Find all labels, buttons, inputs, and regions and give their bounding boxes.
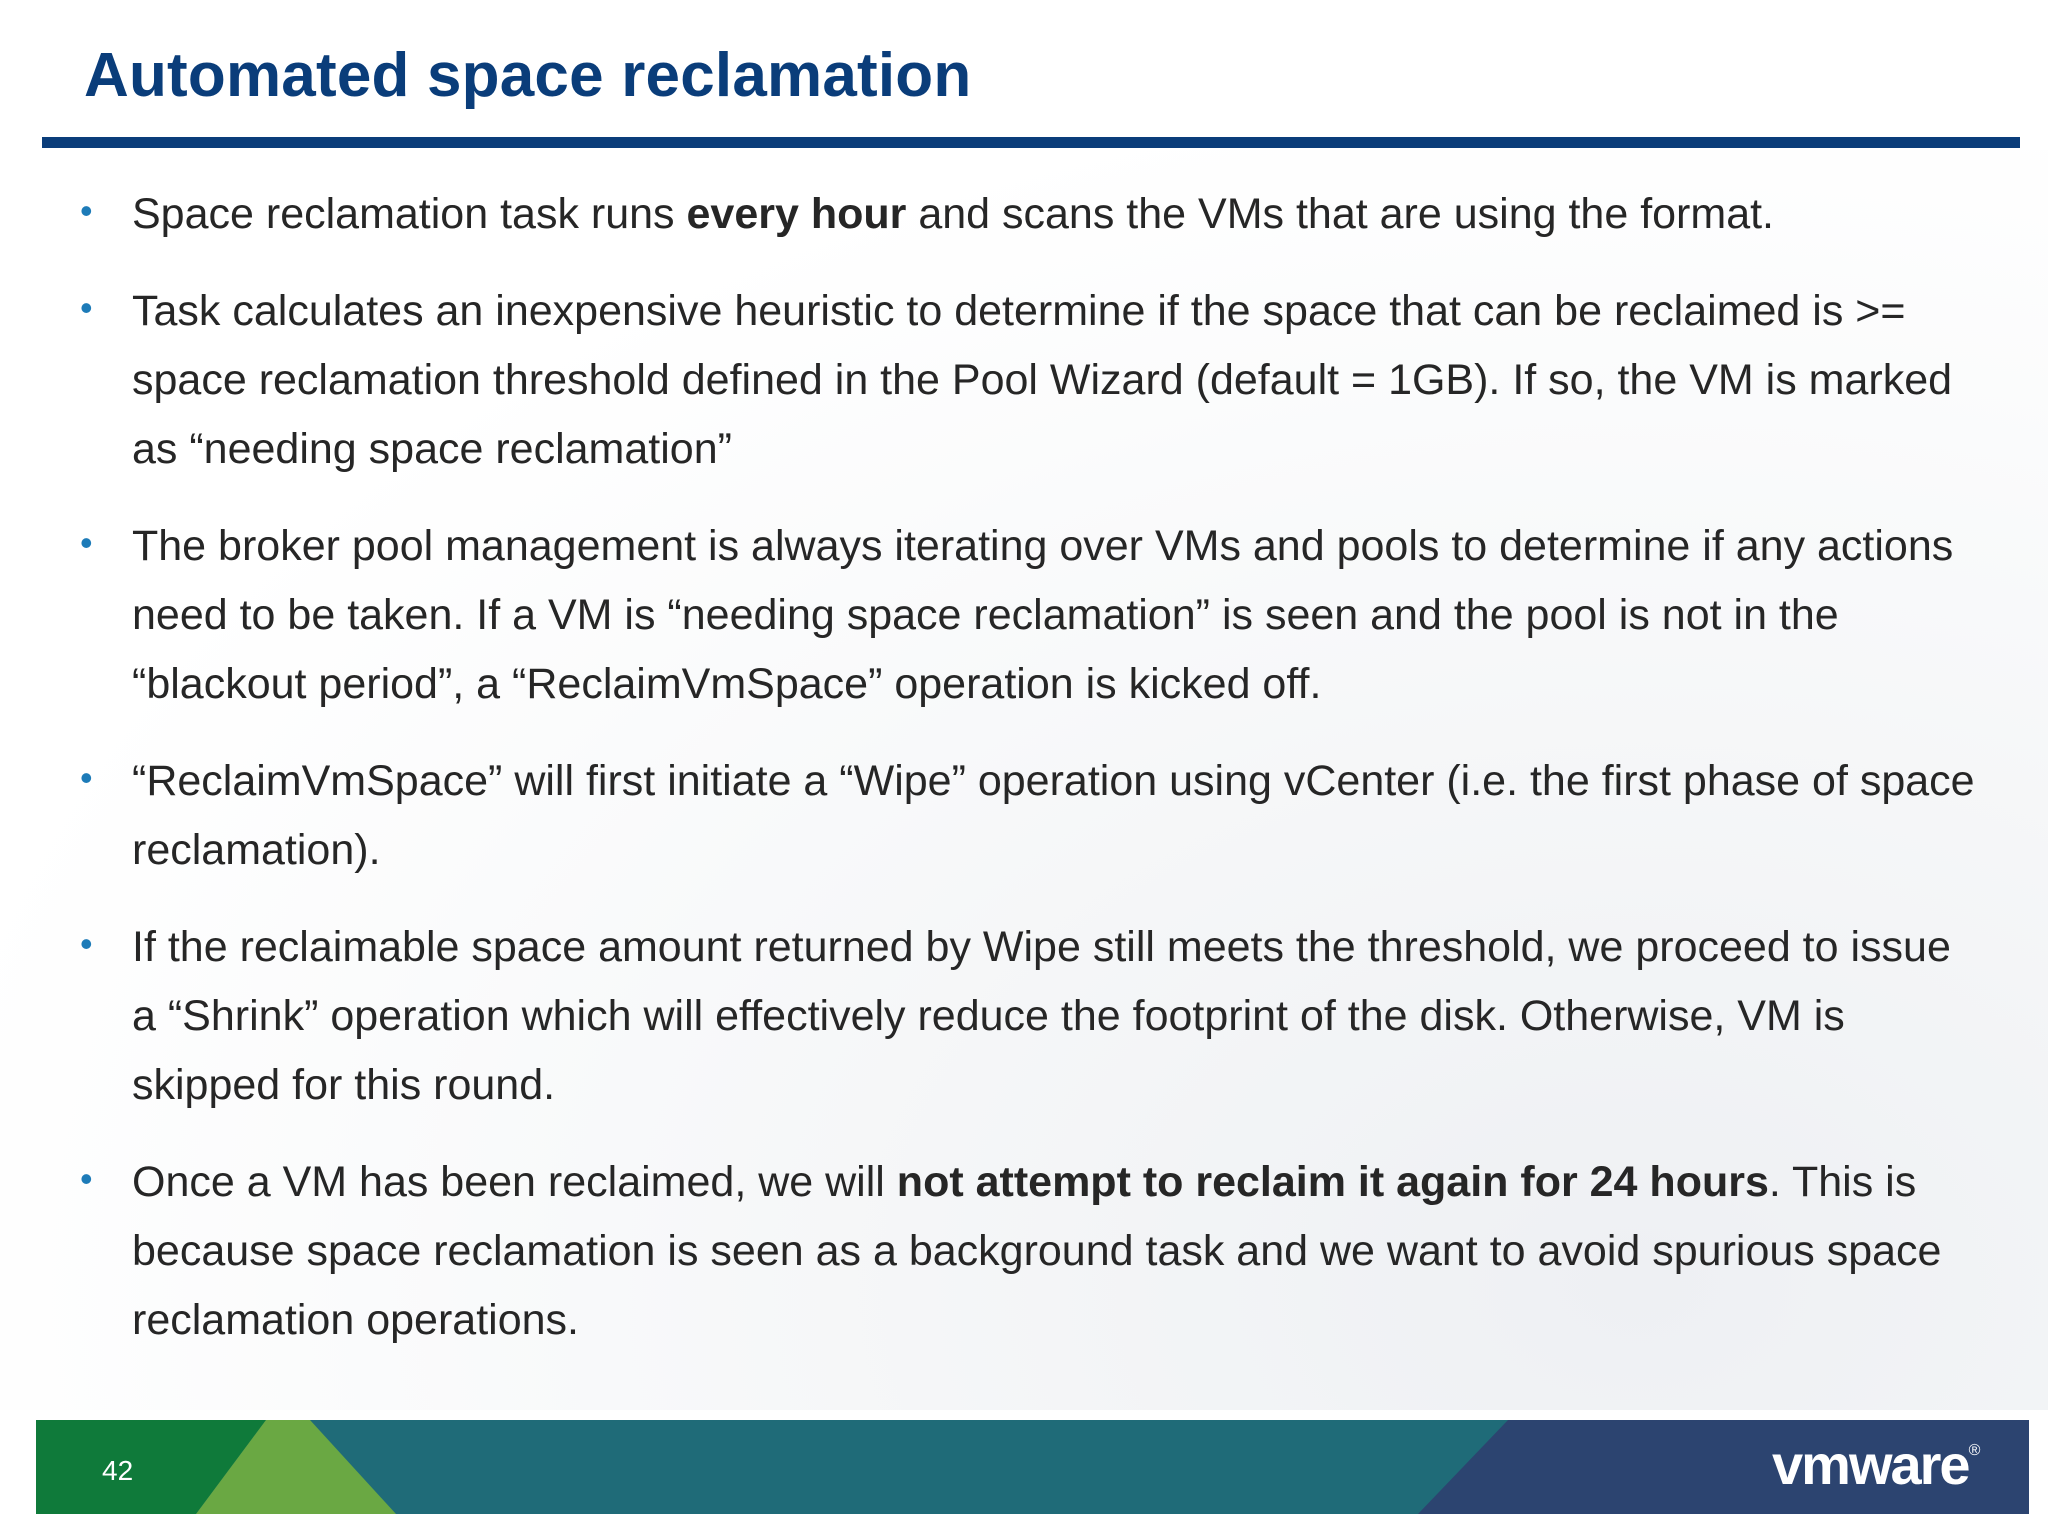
bullet-text xyxy=(132,190,1774,238)
bullet-text xyxy=(132,522,1953,708)
bullet-item xyxy=(80,1148,1980,1355)
page-number: 42 xyxy=(102,1455,134,1486)
bullet-text xyxy=(132,923,1951,1109)
slide-title: Automated space reclamation xyxy=(84,41,972,110)
bullet-item xyxy=(80,512,1980,719)
bullet-text xyxy=(132,757,1975,874)
vmware-logo xyxy=(1772,1432,1992,1496)
bullet-dot-icon: • xyxy=(80,522,93,563)
logo-text: vmware xyxy=(1772,1433,1969,1496)
logo-registered-mark: ® xyxy=(1968,1442,1981,1459)
bullet-text-run: Space reclamation task runs xyxy=(132,190,687,238)
bullet-text xyxy=(132,287,1952,473)
bullet-item xyxy=(80,180,1980,249)
bullet-dot-icon: • xyxy=(80,287,93,328)
footer-graphic xyxy=(36,1420,2029,1514)
bullet-dot-icon: • xyxy=(80,757,93,798)
bullet-text-run: and scans the VMs that are using the format. xyxy=(906,190,1774,238)
bullet-text-run: The broker pool management is always iterating over VMs and pools to determine if any actions need to be taken. If a VM is “needing space reclamation” is seen and the pool is not in the “blackout period”, a “ReclaimVmSpace” operation is kicked off. xyxy=(132,522,1954,708)
bullet-text-run: . This is because space reclamation is seen as a background task and we want to avoid spurious space reclamation operations. xyxy=(132,1158,1942,1344)
bullet-text xyxy=(132,1158,1941,1344)
bullet-dot-icon: • xyxy=(80,1158,93,1199)
bullet-text-bold: not attempt to reclaim it again for 24 hours xyxy=(896,1158,1769,1206)
bullet-dot-icon: • xyxy=(80,190,93,231)
bullet-text-run: “ReclaimVmSpace” will first initiate a “Wipe” operation using vCenter (i.e. the first phase of space reclamation). xyxy=(132,757,1975,874)
bullet-list xyxy=(80,180,1980,1383)
bullet-item xyxy=(80,913,1980,1120)
bullet-text-run: If the reclaimable space amount returned by Wipe still meets the threshold, we proceed to issue a “Shrink” operation which will effectively reduce the footprint of the disk. Otherwise, VM is skipped for this round. xyxy=(132,923,1951,1109)
bullet-item xyxy=(80,277,1980,484)
bullet-text-bold: every hour xyxy=(686,190,907,238)
title-underline xyxy=(42,137,2020,148)
footer-band xyxy=(36,1420,2029,1514)
bullet-text-run: Task calculates an inexpensive heuristic to determine if the space that can be reclaimed is >= space reclamation threshold defined in the Pool Wizard (default = 1GB). If so, the VM is marked as “needing space reclamation” xyxy=(132,287,1953,473)
bullet-dot-icon: • xyxy=(80,923,93,964)
bullet-item xyxy=(80,747,1980,885)
bullet-text-run: Once a VM has been reclaimed, we will xyxy=(132,1158,897,1206)
